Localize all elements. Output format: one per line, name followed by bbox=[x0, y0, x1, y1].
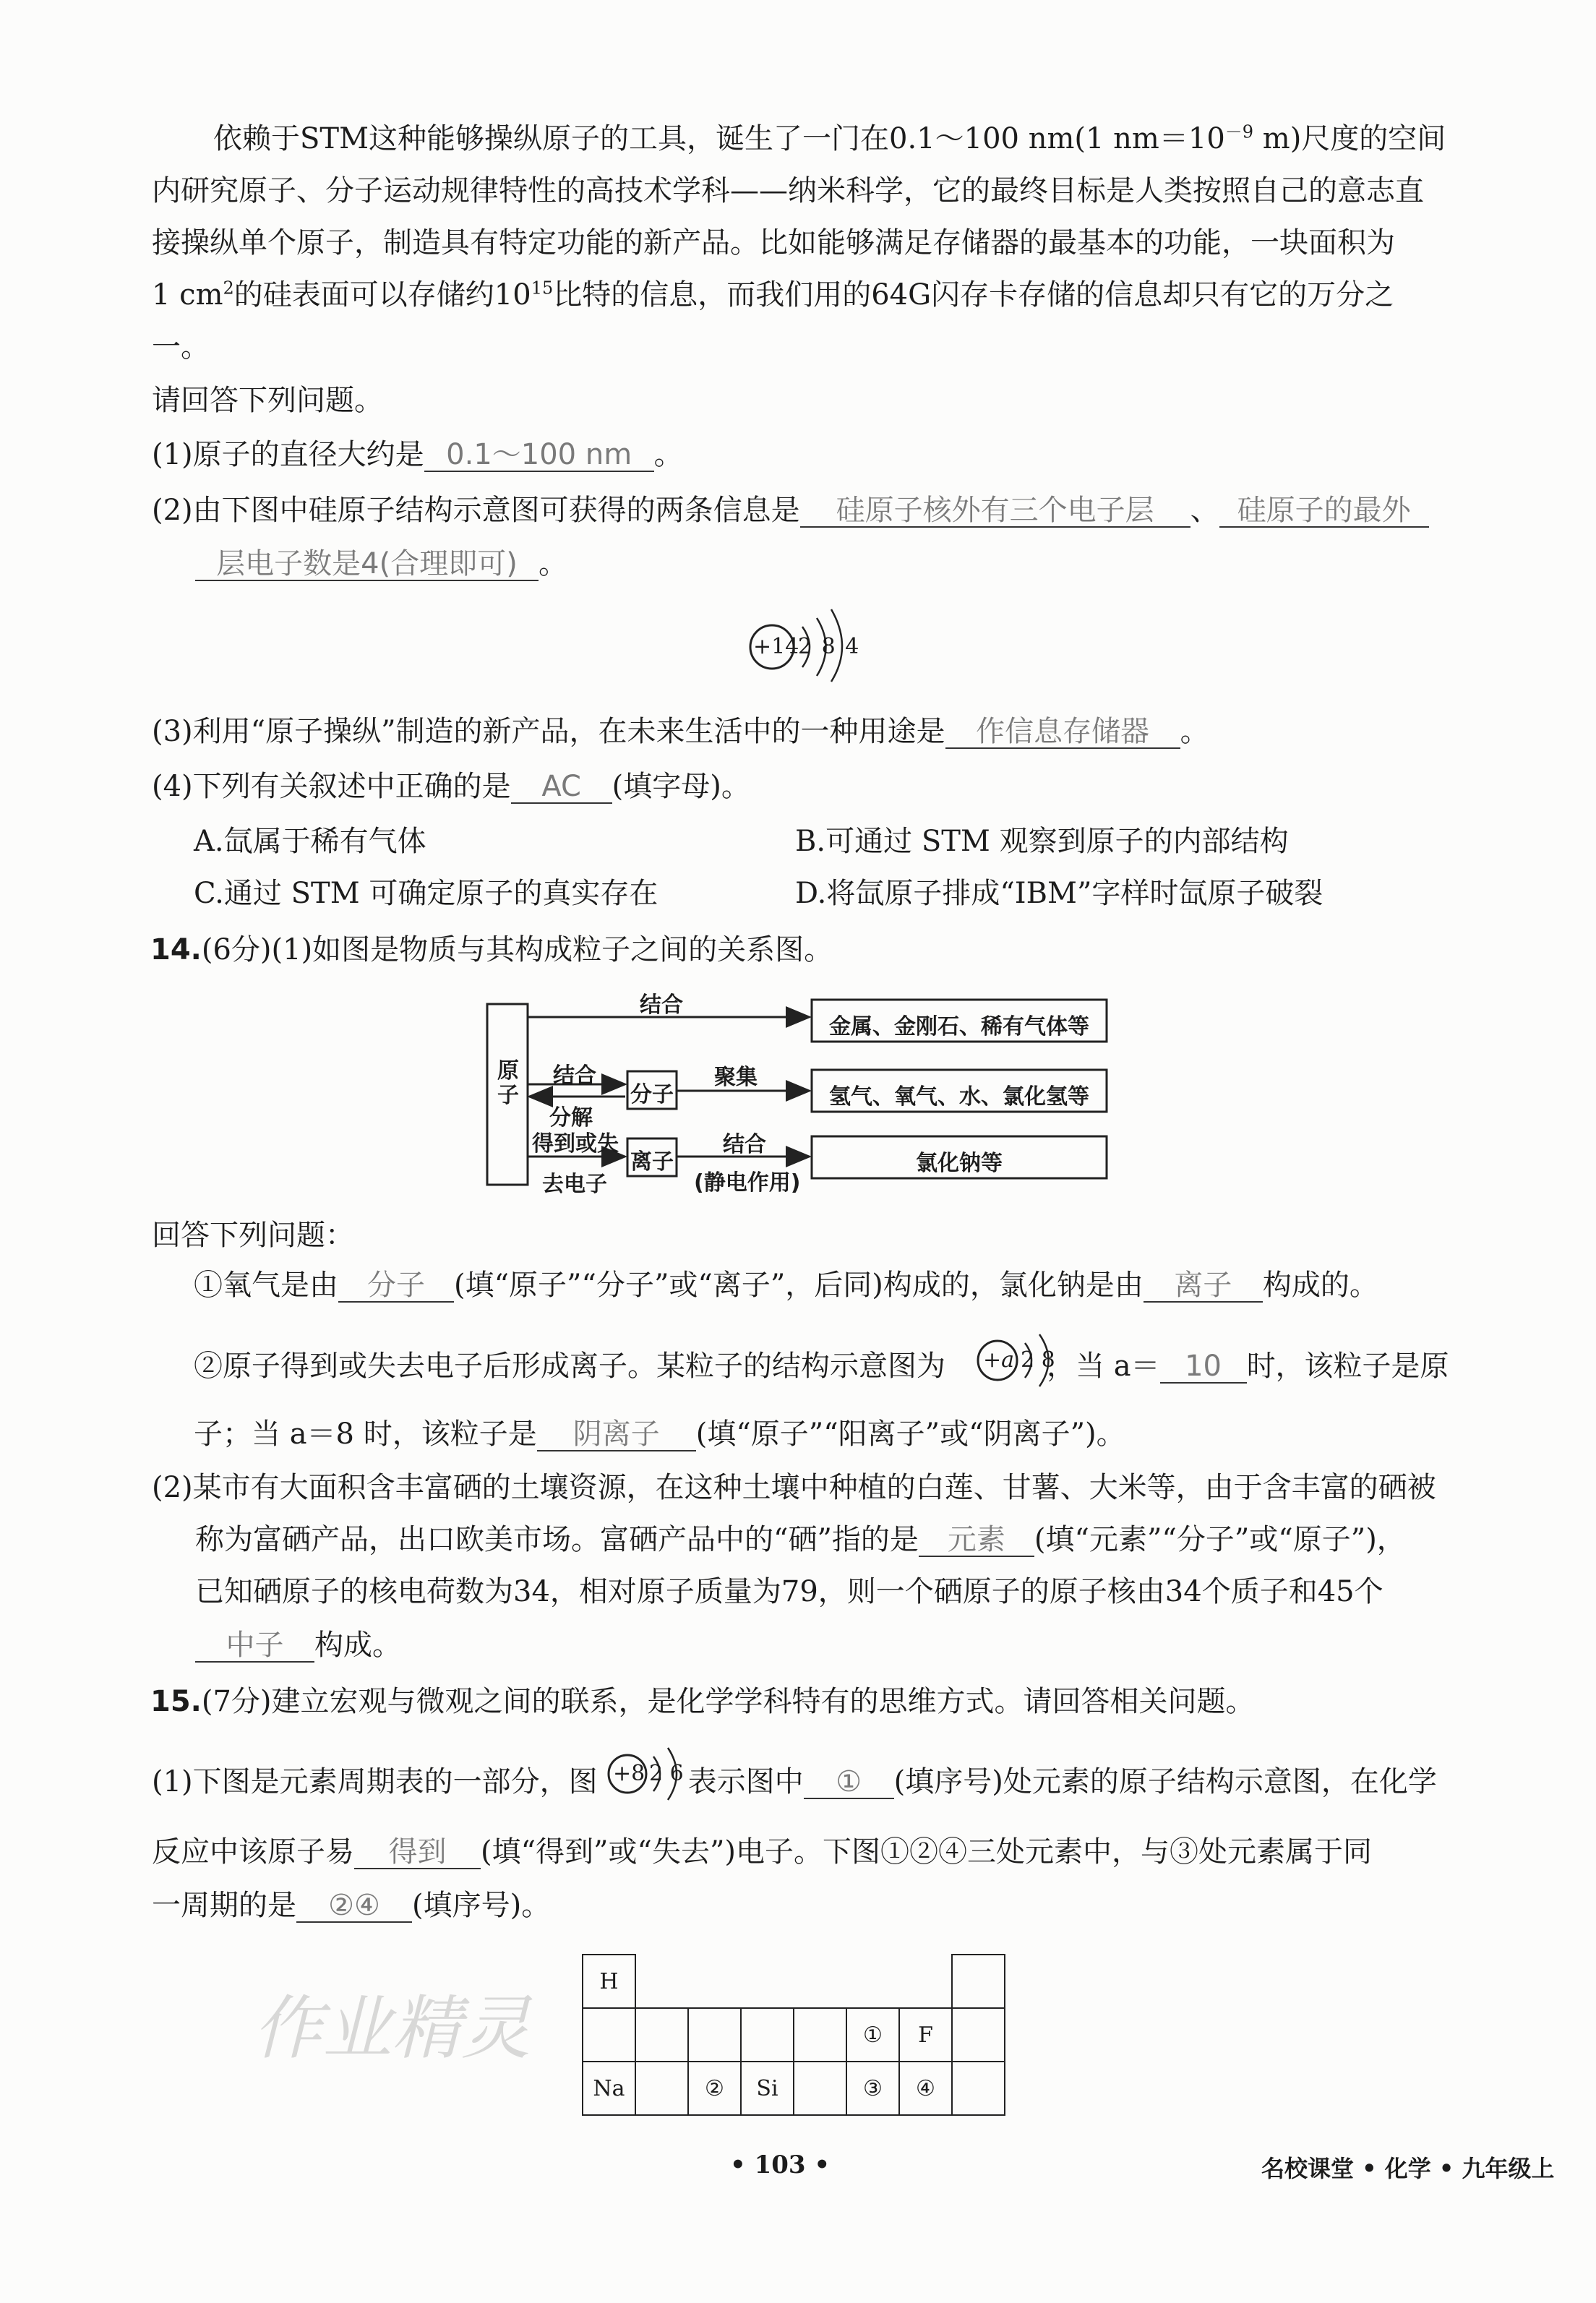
diagram-box3: 氯化钠等 bbox=[916, 1151, 1003, 1176]
pt-cell: Na bbox=[583, 2062, 635, 2115]
pt-cell: ④ bbox=[899, 2062, 952, 2115]
intro-line-2: 内研究原子、分子运动规律特性的高技术学科——纳米科学，它的最终目标是人类按照自己的意志直 bbox=[152, 174, 1424, 207]
q15-line3: 一周期的是 ②④ (填序号)。 bbox=[152, 1889, 551, 1922]
diagram-combine-mid: 结合 bbox=[553, 1063, 596, 1089]
q13-part2-line1: (2)由下图中硅原子结构示意图可获得的两条信息是 硅原子核外有三个电子层 、 硅原子的最外 bbox=[152, 493, 1429, 528]
q14-sub2-line1: ②原子得到或失去电子后形成离子。某粒子的结构示意图为 ，当 a＝ 10 时，该粒子是原 bbox=[194, 1350, 1449, 1383]
q15-line1: (1)下图是元素周期表的一部分，图 表示图中 ① (填序号)处元素的原子结构示意图，在化学 bbox=[152, 1765, 1437, 1798]
intro-line-1: 依赖于STM这种能够操纵原子的工具，诞生了一门在0.1～100 nm(1 $nm=10^{-9}$ m)尺度的空间 bbox=[213, 121, 1446, 155]
diagram-lose-electron: 去电子 bbox=[542, 1172, 607, 1197]
intro-line-5: 一。 bbox=[152, 330, 210, 364]
pt-cell: H bbox=[583, 1955, 635, 2008]
oxygen-shell-label: 2 6 bbox=[649, 1761, 684, 1786]
page-number: • 103 • bbox=[730, 2150, 831, 2179]
pt-cell bbox=[794, 2062, 846, 2115]
q13-option-a: A.氙属于稀有气体 bbox=[194, 825, 426, 858]
answer-blank: 离子 bbox=[1144, 1269, 1263, 1303]
diagram-combine-ion: 结合 bbox=[723, 1132, 766, 1157]
pt-cell bbox=[741, 2008, 794, 2062]
pt-cell bbox=[635, 2008, 688, 2062]
book-title-footer: 名校课堂 • 化学 • 九年级上 bbox=[1261, 2155, 1555, 2182]
q13-option-b: B.可通过 STM 观察到原子的内部结构 bbox=[795, 825, 1289, 858]
q14-sub2-line2: 子；当 a＝8 时，该粒子是 阴离子 (填“原子”“阳离子”或“阴离子”)。 bbox=[194, 1418, 1125, 1451]
q14-part2-line2: 称为富硒产品，出口欧美市场。富硒产品中的“硒”指的是 元素 (填“元素”“分子”或“原子”)， bbox=[195, 1523, 1406, 1556]
oxygen-atom-diagram bbox=[606, 1735, 700, 1807]
answer-blank: 0.1～100 nm bbox=[424, 439, 654, 472]
q13-option-c: C.通过 STM 可确定原子的真实存在 bbox=[194, 877, 658, 910]
answer-blank: 作信息存储器 bbox=[945, 716, 1180, 749]
q13-part3: (3)利用“原子操纵”制造的新产品，在未来生活中的一种用途是 作信息存储器 。 bbox=[152, 715, 1209, 748]
q13-prompt: 请回答下列问题。 bbox=[152, 384, 383, 417]
answer-blank: 中子 bbox=[195, 1629, 314, 1663]
pt-cell: ② bbox=[688, 2062, 741, 2115]
pt-cell: Si bbox=[741, 2062, 794, 2115]
silicon-atom-diagram bbox=[745, 596, 860, 683]
answer-blank: 硅原子核外有三个电子层 bbox=[800, 494, 1190, 528]
q14-part2-line4: 中子 构成。 bbox=[195, 1628, 401, 1663]
pt-cell: ① bbox=[846, 2008, 899, 2062]
diagram-box2: 氢气、氧气、水、氯化氢等 bbox=[829, 1084, 1089, 1110]
si-nucleus-label: +14 bbox=[753, 634, 799, 659]
answer-blank: 硅原子的最外 bbox=[1219, 494, 1429, 528]
answer-blank: 得到 bbox=[354, 1836, 481, 1869]
q13-part1: (1)原子的直径大约是 0.1～100 nm 。 bbox=[152, 438, 683, 471]
intro-line-3: 接操纵单个原子，制造具有特定功能的新产品。比如能够满足存储器的最基本的功能，一块面积为 bbox=[152, 226, 1395, 260]
answer-blank: ① bbox=[804, 1766, 894, 1799]
pt-cell bbox=[688, 2008, 741, 2062]
answer-blank: 分子 bbox=[338, 1269, 454, 1303]
pt-cell bbox=[635, 2062, 688, 2115]
answer-blank: 元素 bbox=[919, 1524, 1034, 1557]
answer-blank: AC bbox=[511, 771, 612, 804]
oxygen-nucleus-label: +8 bbox=[613, 1761, 645, 1786]
q14-part2-line3: 已知硒原子的核电荷数为34，相对原子质量为79，则一个硒原子的原子核由34个质子和45个 bbox=[195, 1575, 1383, 1608]
answer-blank: ②④ bbox=[296, 1890, 412, 1923]
diagram-decompose: 分解 bbox=[549, 1105, 593, 1131]
q13-part2-line2: 层电子数是4(合理即可) 。 bbox=[195, 546, 567, 581]
answer-blank: 10 bbox=[1160, 1350, 1247, 1384]
q13-option-d: D.将氙原子排成“IBM”字样时氙原子破裂 bbox=[795, 877, 1323, 910]
pt-cell bbox=[952, 2008, 1005, 2062]
q14-part2-line1: (2)某市有大面积含丰富硒的土壤资源，在这种土壤中种植的白莲、甘薯、大米等，由于含丰富的硒被 bbox=[152, 1471, 1436, 1504]
q14-header: 14.(6分)(1)如图是物质与其构成粒子之间的关系图。 bbox=[150, 933, 833, 966]
q14-prompt: 回答下列问题： bbox=[152, 1219, 354, 1252]
diagram-gather: 聚集 bbox=[714, 1065, 758, 1090]
pt-cell bbox=[583, 2008, 635, 2062]
pt-cell: ③ bbox=[846, 2062, 899, 2115]
pt-cell: F bbox=[899, 2008, 952, 2062]
watermark: 作业精灵 bbox=[253, 1988, 531, 2069]
si-shell-label: 2 8 4 bbox=[798, 634, 861, 659]
diagram-box1: 金属、金刚石、稀有气体等 bbox=[829, 1014, 1089, 1039]
pt-cell bbox=[952, 2062, 1005, 2115]
diagram-molecule-label: 分子 bbox=[630, 1082, 674, 1107]
particle-relationship-diagram bbox=[484, 987, 1113, 1196]
q15-line2: 反应中该原子易 得到 (填“得到”或“失去”)电子。下图①②④三处元素中，与③处元素属于同 bbox=[152, 1835, 1373, 1869]
ion-shell-label: 2 8 bbox=[1021, 1347, 1055, 1373]
intro-line-4: 1 $cm^2$的硅表面可以存储约$10^{15}$比特的信息，而我们用的64G闪存卡存储的信息却只有它的万分之 bbox=[152, 278, 1394, 312]
answer-blank: 阴离子 bbox=[537, 1418, 696, 1451]
diagram-combine-top: 结合 bbox=[640, 992, 683, 1018]
periodic-table-fragment bbox=[582, 1954, 1005, 2116]
q15-header: 15.(7分)建立宏观与微观之间的联系，是化学学科特有的思维方式。请回答相关问题。 bbox=[150, 1685, 1255, 1718]
answer-blank: 层电子数是4(合理即可) bbox=[195, 548, 539, 581]
q14-sub1: ①氧气是由 分子 (填“原子”“分子”或“离子”，后同)构成的，氯化钠是由 离子 构成的。 bbox=[194, 1269, 1378, 1302]
diagram-atom-label: 原子 bbox=[497, 1058, 519, 1108]
q13-part4: (4)下列有关叙述中正确的是 AC (填字母)。 bbox=[152, 770, 750, 803]
pt-cell bbox=[794, 2008, 846, 2062]
ion-structure-diagram bbox=[974, 1323, 1076, 1395]
diagram-gain-lose: 得到或失 bbox=[532, 1131, 619, 1157]
pt-cell bbox=[952, 1955, 1005, 2008]
diagram-electrostatic: (静电作用) bbox=[694, 1170, 801, 1196]
ion-nucleus-label: +a bbox=[983, 1347, 1015, 1373]
diagram-ion-label: 离子 bbox=[630, 1149, 674, 1175]
